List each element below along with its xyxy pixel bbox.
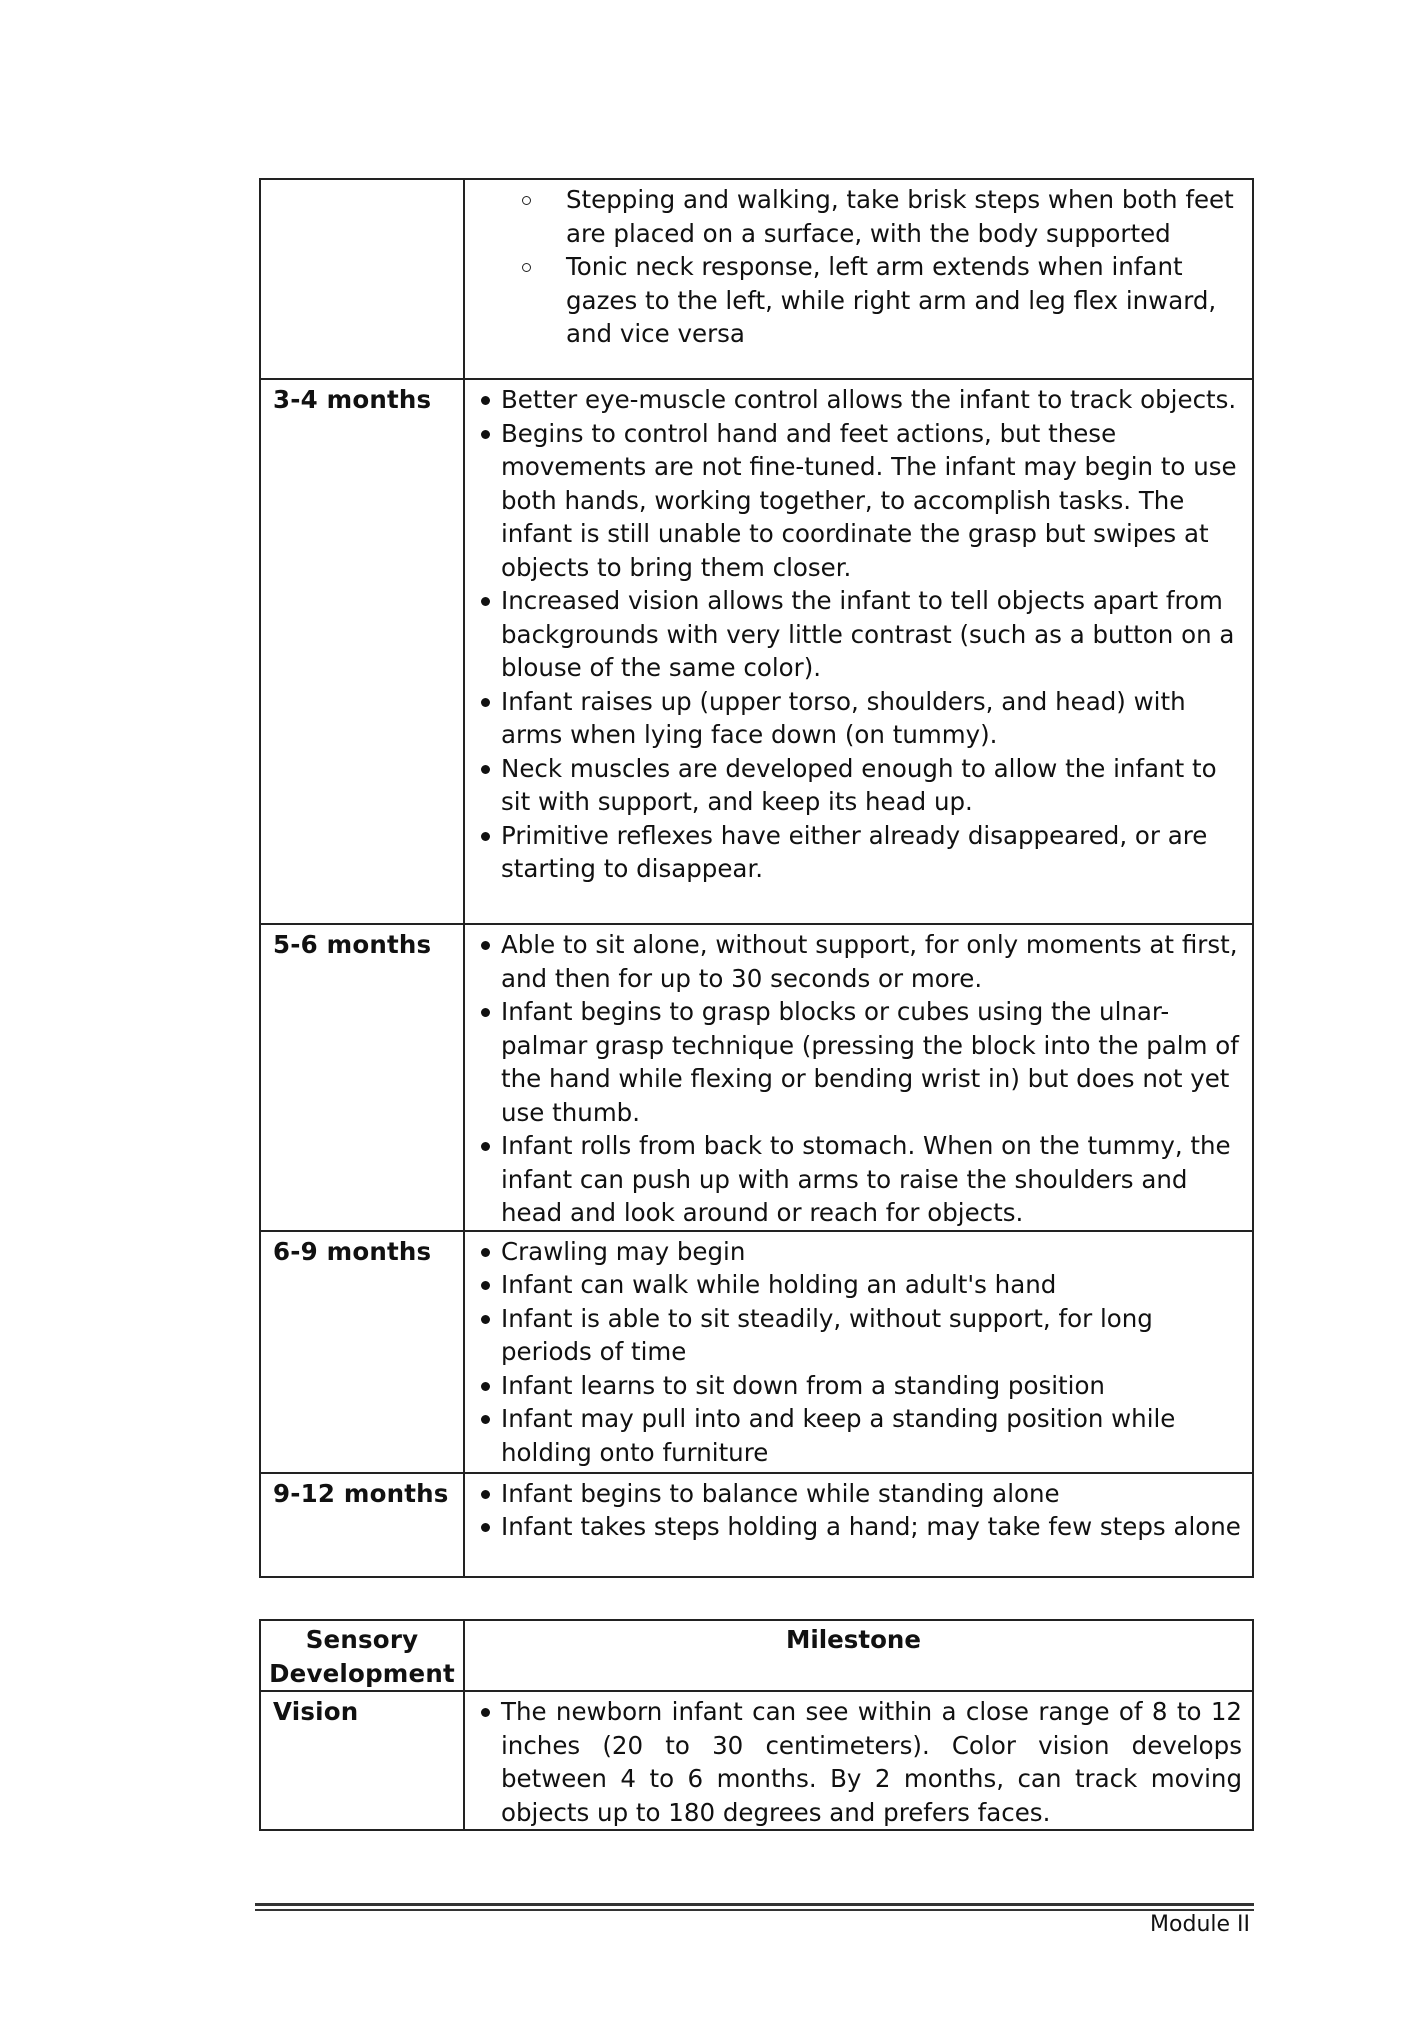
list-item-text: Infant may pull into and keep a standing position while holding onto furniture xyxy=(501,1404,1176,1467)
milestone-cell xyxy=(464,1473,1253,1577)
table-row xyxy=(260,1691,1253,1830)
bullet-icon xyxy=(481,941,490,950)
list-item xyxy=(465,183,1242,250)
milestone-cell xyxy=(464,1691,1253,1830)
list-item xyxy=(465,685,1242,752)
bullet-icon xyxy=(481,597,490,606)
column-header-sensory-development: Sensory Development xyxy=(260,1620,464,1691)
list-item-text: Infant takes steps holding a hand; may take few steps alone xyxy=(501,1512,1241,1541)
list-item xyxy=(465,1129,1242,1230)
age-cell: 3-4 months xyxy=(260,379,464,924)
list-item-text: Primitive reflexes have either already disappeared, or are starting to disappear. xyxy=(501,820,1208,883)
milestone-cell xyxy=(464,1231,1253,1473)
list-item xyxy=(465,584,1242,685)
bullet-icon xyxy=(481,1315,490,1324)
list-item xyxy=(465,752,1242,819)
milestone-list xyxy=(465,928,1242,1230)
list-item-text: Begins to control hand and feet actions, but these movements are not fine-tuned. The infant may begin to use both hands, working together, to accomplish tasks. The infant is still unable to coordinate the grasp but swipes at objects to bring them closer. xyxy=(501,418,1237,582)
list-item-text: Better eye-muscle control allows the infant to track objects. xyxy=(501,385,1237,414)
list-item xyxy=(465,1510,1242,1544)
bullet-icon xyxy=(481,396,490,405)
milestone-cell xyxy=(464,379,1253,924)
list-item-text: Neck muscles are developed enough to allow the infant to sit with support, and keep its head up. xyxy=(501,753,1217,816)
list-item-text: Infant is able to sit steadily, without support, for long periods of time xyxy=(501,1303,1153,1366)
list-item-text: Increased vision allows the infant to tell objects apart from backgrounds with very little contrast (such as a button on a blouse of the same color). xyxy=(501,586,1235,682)
bullet-icon xyxy=(481,1008,490,1017)
bullet-icon xyxy=(481,1281,490,1290)
list-item xyxy=(465,1695,1242,1829)
bullet-icon xyxy=(481,1708,490,1717)
table-row xyxy=(260,179,1253,379)
list-item-text: Infant begins to grasp blocks or cubes using the ulnar-palmar grasp technique (pressing the block into the palm of the hand while flexing or bending wrist in) but does not yet use thumb. xyxy=(501,997,1239,1127)
list-item-text: Infant rolls from back to stomach. When on the tummy, the infant can push up with arms to raise the shoulders and head and look around or reach for objects. xyxy=(501,1131,1231,1227)
list-item xyxy=(465,1235,1242,1269)
list-item-text: Crawling may begin xyxy=(501,1236,746,1266)
bullet-icon xyxy=(481,1523,490,1532)
table-row xyxy=(260,379,1253,924)
bullet-icon xyxy=(481,832,490,841)
column-header-milestone: Milestone xyxy=(464,1620,1253,1691)
list-item xyxy=(465,819,1242,886)
motor-development-table xyxy=(259,178,1254,1578)
sense-cell: Vision xyxy=(260,1691,464,1830)
table-row xyxy=(260,924,1253,1231)
list-item xyxy=(465,995,1242,1129)
list-item xyxy=(465,1302,1242,1369)
bullet-icon xyxy=(481,1415,490,1424)
list-item xyxy=(465,928,1242,995)
bullet-icon xyxy=(481,1382,490,1391)
list-item xyxy=(465,1268,1242,1302)
milestone-list xyxy=(465,383,1242,886)
list-item-text: Tonic neck response, left arm extends when infant gazes to the left, while right arm and leg flex inward, and vice versa xyxy=(566,252,1217,348)
list-item xyxy=(465,1369,1242,1403)
bullet-icon xyxy=(481,430,490,439)
footer-divider-thin xyxy=(255,1909,1254,1911)
milestone-cell xyxy=(464,179,1253,379)
bullet-icon xyxy=(481,1248,490,1257)
milestone-cell xyxy=(464,924,1253,1231)
table-row xyxy=(260,1473,1253,1577)
list-item-text: Infant raises up (upper torso, shoulders, and head) with arms when lying face down (on tummy). xyxy=(501,686,1186,749)
list-item xyxy=(465,1402,1242,1469)
milestone-list xyxy=(465,1235,1242,1470)
age-cell xyxy=(260,179,464,379)
milestone-list xyxy=(465,1477,1242,1544)
list-item xyxy=(465,250,1242,351)
list-item xyxy=(465,417,1242,585)
bullet-icon xyxy=(481,1142,490,1151)
bullet-icon xyxy=(481,765,490,774)
table-row xyxy=(260,1231,1253,1473)
list-item xyxy=(465,383,1242,417)
list-item-text: Infant begins to balance while standing alone xyxy=(501,1478,1060,1508)
milestone-list xyxy=(465,1695,1242,1829)
sensory-development-table xyxy=(259,1619,1254,1831)
list-item-text: Infant can walk while holding an adult's hand xyxy=(501,1270,1057,1299)
list-item-text: Stepping and walking, take brisk steps when both feet are placed on a surface, with the body supported xyxy=(566,185,1234,248)
list-item-text: Infant learns to sit down from a standing position xyxy=(501,1370,1105,1400)
bullet-icon xyxy=(481,1490,490,1499)
age-cell: 9-12 months xyxy=(260,1473,464,1577)
footer-divider-thick xyxy=(255,1903,1254,1906)
circle-bullet-icon xyxy=(522,263,531,272)
list-item-text: The newborn infant can see within a close range of 8 to 12 inches (20 to 30 centimeters). Color vision develops between 4 to 6 months. By 2 months, can track moving objects up to 180 degrees and prefers faces. xyxy=(501,1697,1242,1827)
list-item-text: Able to sit alone, without support, for only moments at first, and then for up to 30 seconds or more. xyxy=(501,930,1238,993)
circle-bullet-icon xyxy=(522,196,531,205)
bullet-icon xyxy=(481,698,490,707)
table-header-row xyxy=(260,1620,1253,1691)
footer-module-label: Module II xyxy=(1150,1912,1250,1937)
reflex-sublist xyxy=(465,183,1242,351)
list-item xyxy=(465,1477,1242,1511)
age-cell: 6-9 months xyxy=(260,1231,464,1473)
age-cell: 5-6 months xyxy=(260,924,464,1231)
